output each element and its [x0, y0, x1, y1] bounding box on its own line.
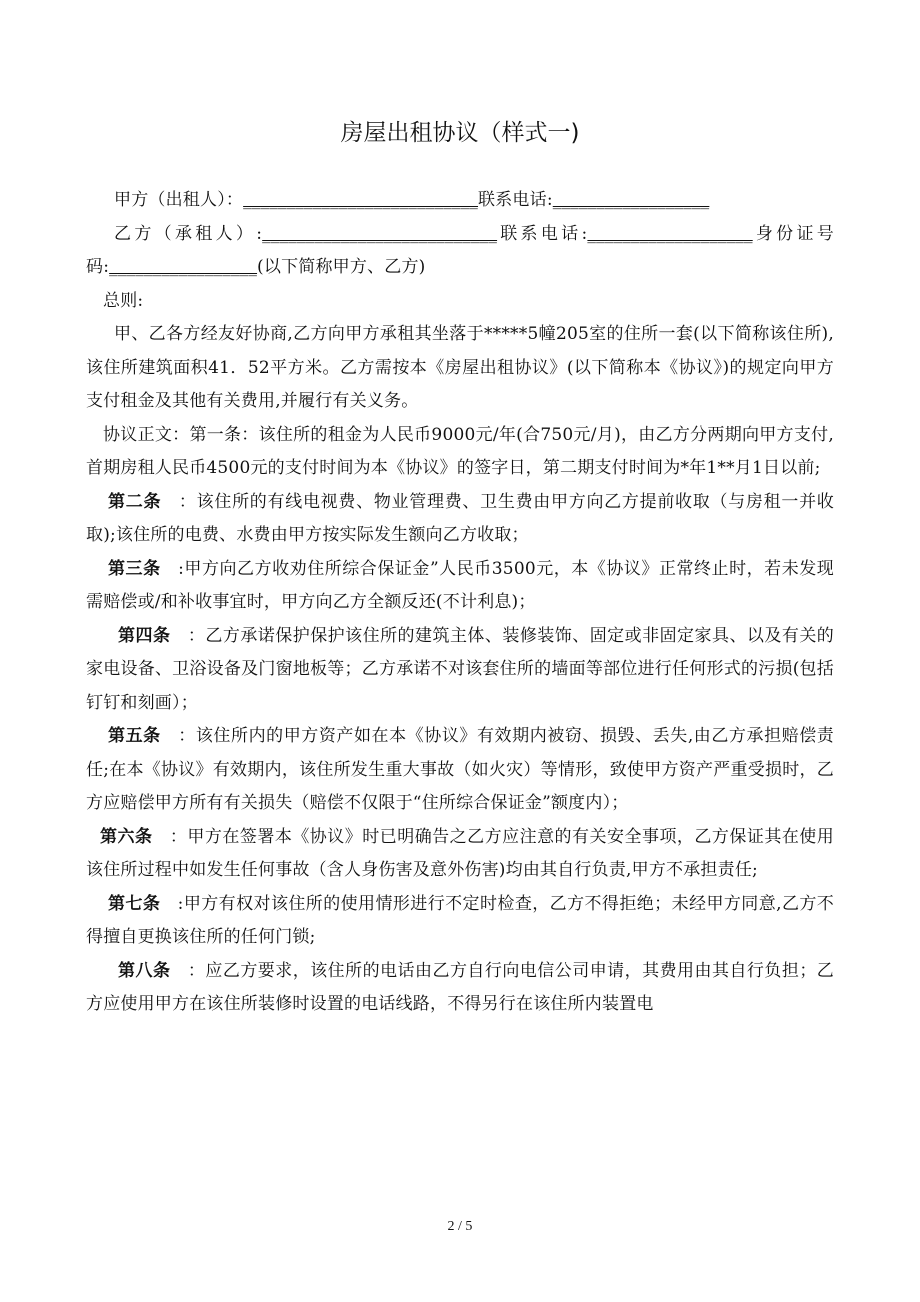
party-a-name-blank: ___________________________	[243, 190, 479, 210]
article-separator: ：	[170, 625, 206, 646]
party-b-label: 乙方（承租人）:	[114, 223, 263, 244]
document-body	[86, 184, 834, 1022]
general-heading: 总则:	[103, 290, 144, 311]
article-label: 第五条	[108, 726, 161, 746]
article-1-text: 第一条：该住所的租金为人民币9000元/年(合750元/月)，由乙方分两期向甲方支付,首期房租人民币4500元的支付时间为本《协议》的签字日，第二期支付时间为*年1**月1日以前;	[86, 424, 835, 478]
article-label: 第二条	[108, 491, 162, 512]
article-3	[86, 553, 834, 620]
article-text: 该住所的有线电视费、物业管理费、卫生费由甲方向乙方提前收取（与房租一并收取);该住所的电费、水费由甲方按实际发生额向乙方收取；	[86, 491, 835, 545]
article-label: 第三条	[108, 558, 161, 579]
party-b-id-label: 身份证号码:	[86, 223, 834, 277]
article-5	[86, 720, 834, 821]
article-4	[86, 620, 834, 721]
article-separator: ：	[170, 960, 206, 981]
article-label: 第四条	[118, 625, 171, 646]
party-b-id-blank: _________________	[109, 257, 258, 277]
party-a-phone-blank: __________________	[552, 190, 710, 210]
article-text: 该住所内的甲方资产如在本《协议》有效期内被窃、损毁、丢失,由乙方承担赔偿责任;在本《协议》有效期内，该住所发生重大事故（如火灾）等情形，致使甲方资产严重受损时，乙方应赔偿甲方所有有关损失（赔偿不仅限于“住所综合保证金”额度内）；	[86, 726, 834, 813]
article-label: 第八条	[118, 960, 171, 981]
party-a-phone-label: 联系电话:	[478, 190, 553, 210]
page-number: 2 / 5	[447, 1219, 473, 1234]
article-label: 第七条	[108, 893, 161, 914]
party-b-phone-label: 联系电话:	[497, 223, 588, 244]
party-a-line	[86, 184, 834, 218]
article-separator: ：	[152, 826, 188, 847]
article-7	[86, 888, 834, 955]
article-text: 乙方承诺保护保护该住所的建筑主体、装修装饰、固定或非固定家具、以及有关的家电设备、卫浴设备及门窗地板等；乙方承诺不对该套住所的墙面等部位进行任何形式的污损(包括钉钉和刻画）；	[86, 625, 835, 713]
article-text: 甲方向乙方收劝住所综合保证金”人民币3500元，本《协议》正常终止时，若未发现需赔偿或/和补收事宜时，甲方向乙方全额反还(不计利息)；	[86, 558, 834, 612]
party-b-name-blank: ___________________________	[262, 223, 498, 244]
article-6	[86, 821, 834, 888]
article-separator: :	[160, 558, 185, 579]
article-separator: :	[160, 893, 184, 914]
article-label: 第六条	[100, 826, 153, 847]
main-text-label: 协议正文：	[103, 424, 190, 445]
party-b-line	[86, 218, 834, 285]
party-b-phone-blank: ___________________	[587, 223, 753, 244]
document-title: 房屋出租协议（样式一)	[340, 120, 580, 146]
article-text: 应乙方要求，该住所的电话由乙方自行向电信公司申请，其费用由其自行负担；乙方应使用甲方在该住所装修时设置的电话线路，不得另行在该住所内装置电	[86, 960, 835, 1014]
party-a-label: 甲方（出租人）：	[114, 190, 244, 210]
article-text: 甲方有权对该住所的使用情形进行不定时检查，乙方不得拒绝；未经甲方同意,乙方不得擅自更换该住所的任何门锁;	[86, 893, 834, 947]
article-2	[86, 486, 834, 553]
party-b-note: (以下简称甲方、乙方)	[257, 257, 426, 277]
article-separator: ：	[161, 491, 197, 512]
article-separator: ：	[160, 726, 196, 746]
article-text: 甲方在签署本《协议》时已明确告之乙方应注意的有关安全事项，乙方保证其在使用该住所过程中如发生任何事故（含人身伤害及意外伤害)均由其自行负责,甲方不承担责任;	[86, 826, 834, 880]
article-8	[86, 955, 834, 1022]
general-paragraph: 甲、乙各方经友好协商,乙方向甲方承租其坐落于*****5幢205室的住所一套(以下简称该住所),该住所建筑面积41．52平方米。乙方需按本《房屋出租协议》(以下简称本《协议》)的规定向甲方支付租金及其他有关费用,并履行有关义务。	[86, 324, 834, 411]
article-1	[86, 419, 834, 486]
